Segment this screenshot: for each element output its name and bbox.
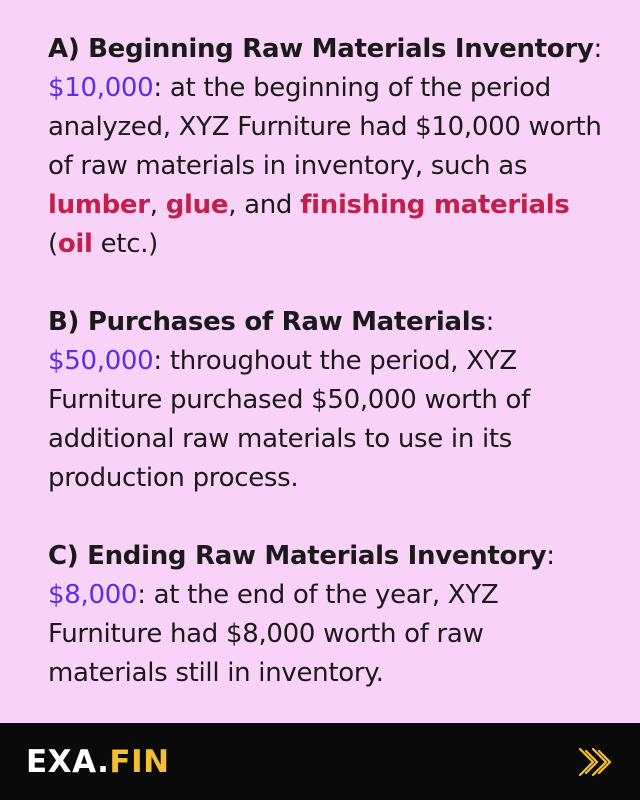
section-spacer bbox=[48, 264, 608, 303]
material-lumber: lumber bbox=[48, 190, 150, 220]
section-b bbox=[48, 303, 608, 498]
content-body bbox=[48, 30, 608, 693]
section-a-separator: : bbox=[593, 34, 602, 64]
section-c-text: : at the end of the year, XYZ Furniture had $8,000 worth of raw materials still in inventory. bbox=[48, 580, 499, 688]
brand-logo bbox=[26, 744, 170, 780]
next-slide-button[interactable] bbox=[574, 742, 614, 782]
section-b-text: : throughout the period, XYZ Furniture purchased $50,000 worth of additional raw materials to use in its production process. bbox=[48, 346, 530, 493]
section-c-amount: $8,000 bbox=[48, 580, 138, 610]
logo-text-exa: EXA. bbox=[26, 744, 110, 780]
material-glue: glue bbox=[165, 190, 229, 220]
section-a-heading: A) Beginning Raw Materials Inventory bbox=[48, 34, 594, 64]
double-chevron-right-icon bbox=[574, 742, 614, 782]
section-b-heading: B) Purchases of Raw Materials bbox=[48, 307, 486, 337]
section-a-amount: $10,000 bbox=[48, 73, 154, 103]
section-c-heading: C) Ending Raw Materials Inventory bbox=[48, 541, 547, 571]
section-a-text-end: etc.) bbox=[92, 229, 158, 259]
section-a-text: : at the beginning of the period analyzed, XYZ Furniture had $10,000 worth of raw materials in inventory, such as bbox=[48, 73, 602, 181]
section-b-amount: $50,000 bbox=[48, 346, 154, 376]
section-spacer bbox=[48, 498, 608, 537]
logo-text-fin: FIN bbox=[109, 744, 170, 780]
section-a-sep2: , bbox=[149, 190, 166, 220]
section-a-sep3: , and bbox=[228, 190, 301, 220]
section-a-sep4: ( bbox=[48, 229, 58, 259]
section-a bbox=[48, 30, 608, 264]
footer-bar bbox=[0, 723, 640, 800]
material-oil: oil bbox=[57, 229, 93, 259]
material-finishing-materials: finishing materials bbox=[300, 190, 570, 220]
section-c bbox=[48, 537, 608, 693]
section-b-separator: : bbox=[485, 307, 495, 337]
section-c-separator: : bbox=[546, 541, 555, 571]
